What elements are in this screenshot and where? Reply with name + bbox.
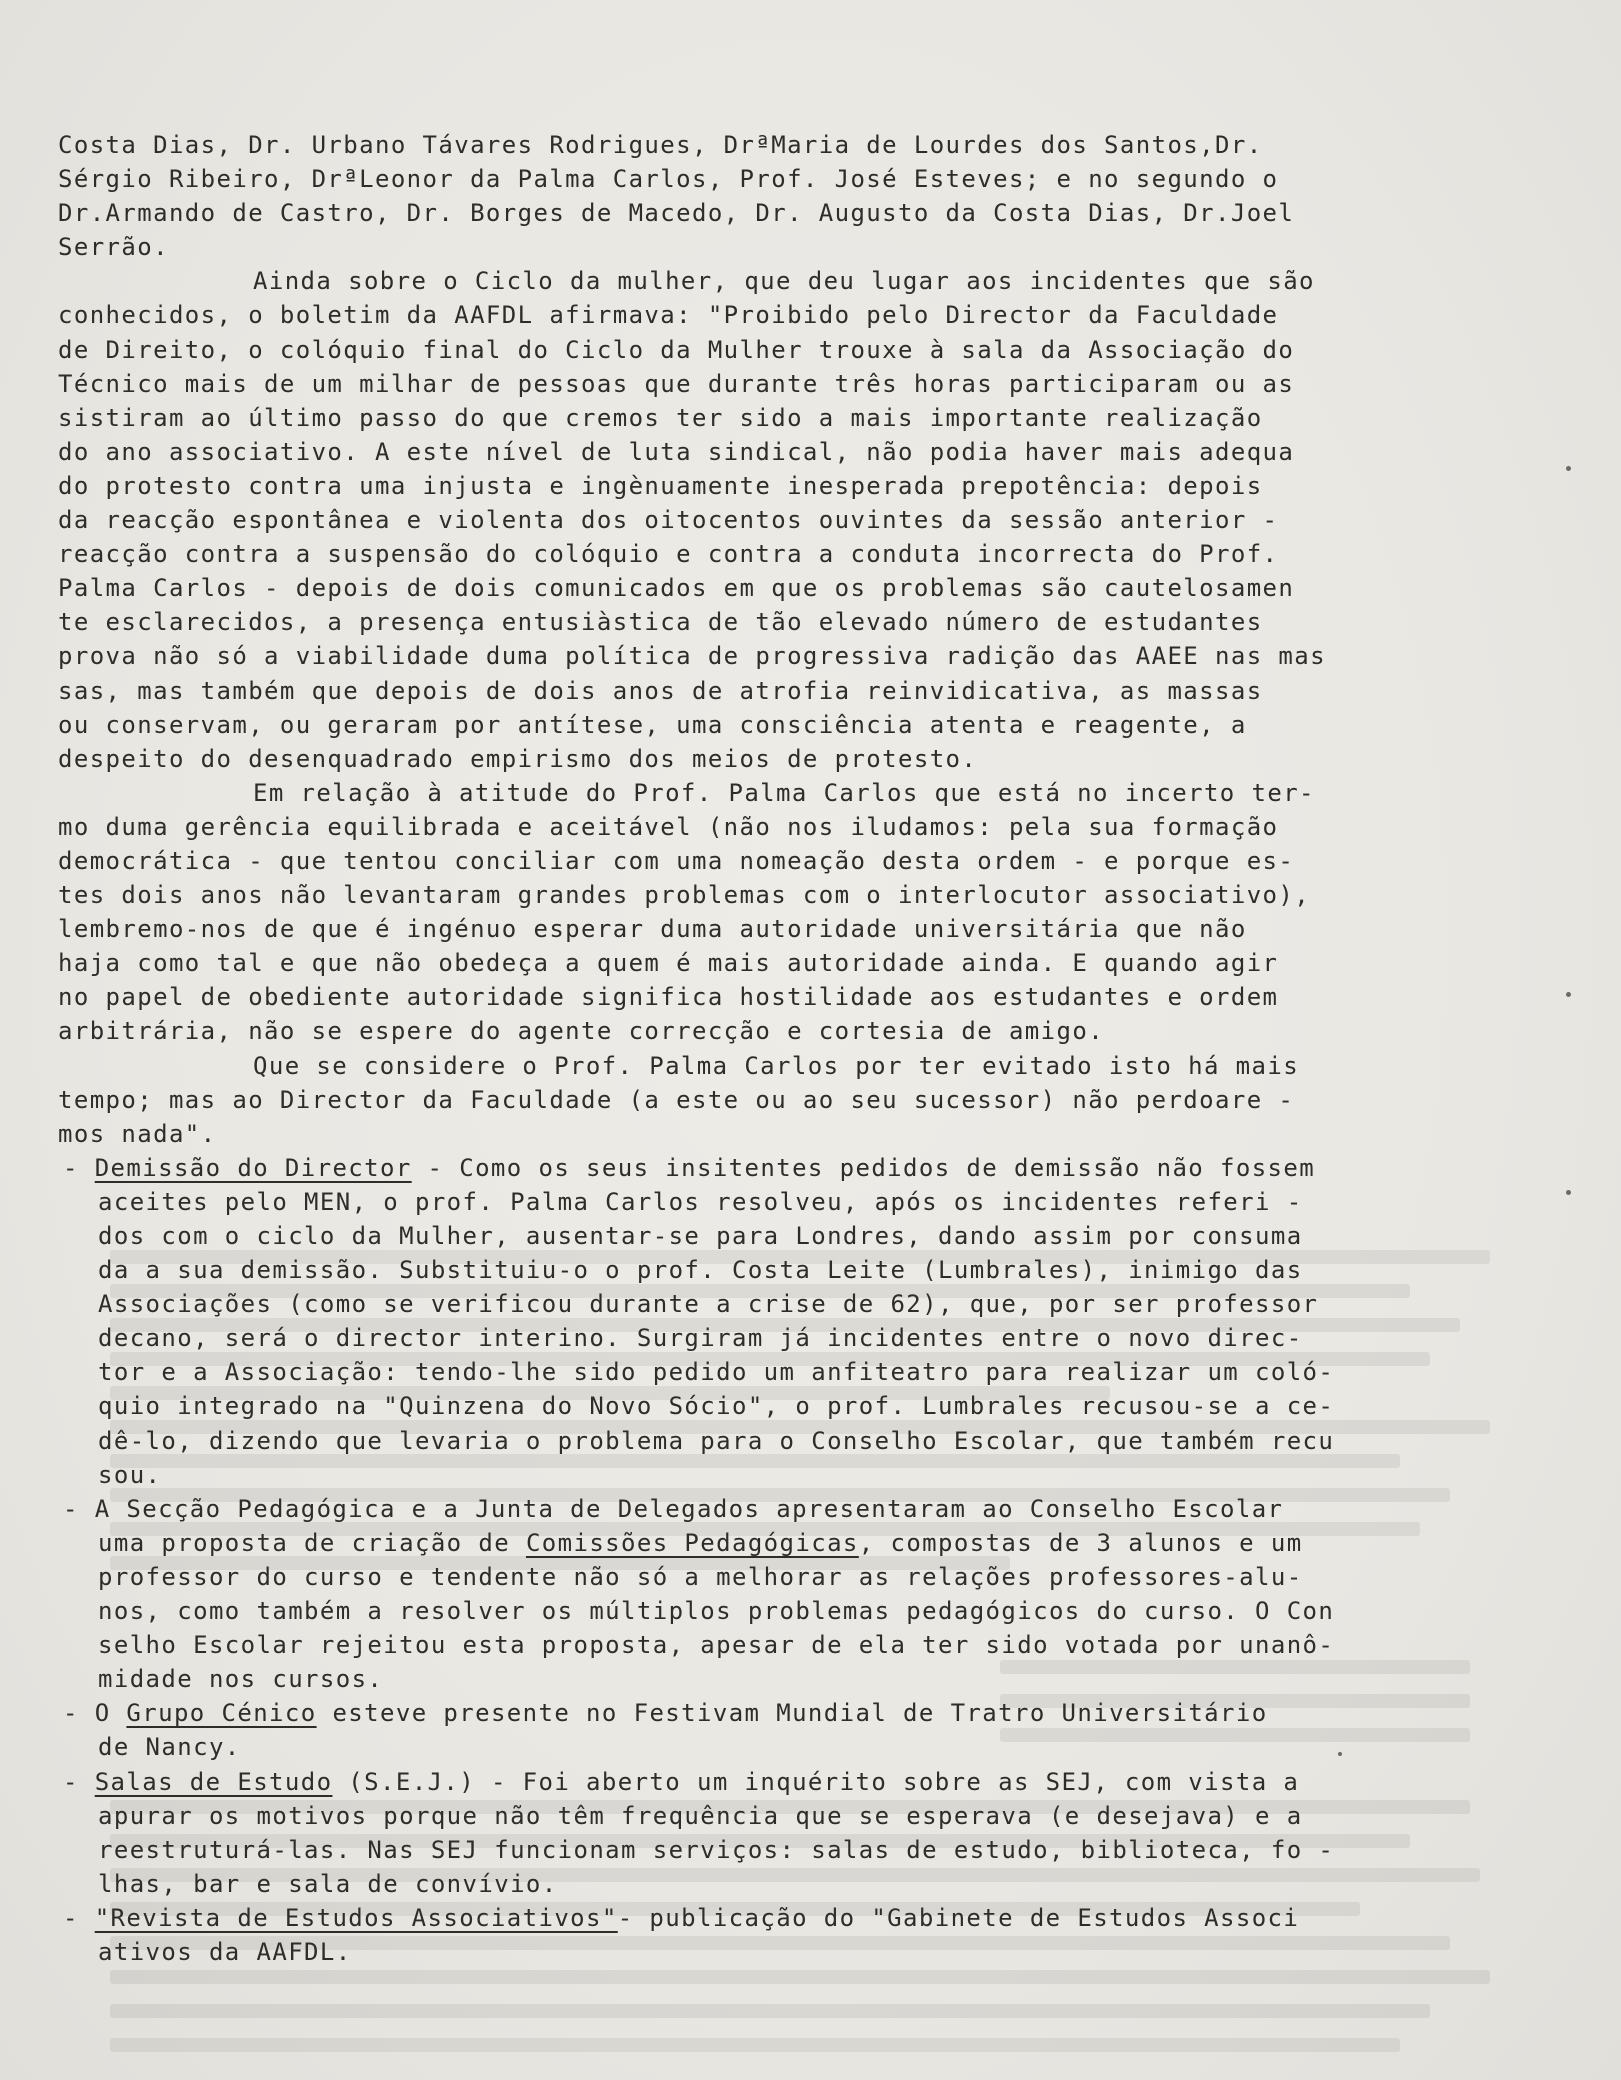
text-line: professor do curso e tendente não só a melhorar as relações professores-alu- xyxy=(98,1562,1303,1591)
text-line: de Direito, o colóquio final do Ciclo da Mulher trouxe à sala da Associação do xyxy=(58,335,1295,364)
text-line: Dr.Armando de Castro, Dr. Borges de Macedo, Dr. Augusto da Costa Dias, Dr.Joel xyxy=(58,199,1295,228)
text-line: nos, como também a resolver os múltiplos problemas pedagógicos do curso. O Con xyxy=(98,1597,1335,1626)
bullet-salas-de-estudo: - Salas de Estudo (S.E.J.) - Foi aberto um inquérito sobre as SEJ, com vista a xyxy=(63,1767,1300,1796)
text-line: Associações (como se verificou durante a crise de 62), que, por ser professor xyxy=(98,1290,1319,1319)
text-line: midade nos cursos. xyxy=(98,1665,384,1694)
text-line: ou conservam, ou geraram por antítese, uma consciência atenta e reagente, a xyxy=(58,710,1247,739)
scan-speck xyxy=(1566,992,1571,997)
text-line: Técnico mais de um milhar de pessoas que durante três horas participaram ou as xyxy=(58,369,1295,398)
paragraph-start-line: Ainda sobre o Ciclo da mulher, que deu lugar aos incidentes que são xyxy=(253,267,1315,296)
text-line: sistiram ao último passo do que cremos ter sido a mais importante realização xyxy=(58,403,1263,432)
underlined-heading: Salas de Estudo xyxy=(94,1767,333,1796)
underlined-heading: Comissões Pedagógicas xyxy=(525,1528,859,1557)
text-line: Sérgio Ribeiro, DrªLeonor da Palma Carlos, Prof. José Esteves; e no segundo o xyxy=(58,165,1279,194)
paragraph-start-line: Em relação à atitude do Prof. Palma Carlos que está no incerto ter- xyxy=(253,778,1315,807)
bullet-revista-estudos: - "Revista de Estudos Associativos"- publicação do "Gabinete de Estudos Associ xyxy=(63,1903,1300,1932)
text-line: despeito do desenquadrado empirismo dos meios de protesto. xyxy=(58,744,978,773)
bullet-grupo-cenico: - O Grupo Cénico esteve presente no Festivam Mundial de Tratro Universitário xyxy=(63,1699,1268,1728)
text-line: sas, mas também que depois de dois anos de atrofia reinvidicativa, as massas xyxy=(58,676,1263,705)
document-body xyxy=(58,128,1498,1969)
text-line: ativos da AAFDL. xyxy=(98,1937,352,1966)
text-line: de Nancy. xyxy=(98,1733,241,1762)
underlined-heading: Demissão do Director xyxy=(94,1153,412,1182)
scan-speck xyxy=(1566,466,1571,471)
text-line: reestruturá-las. Nas SEJ funcionam serviços: salas de estudo, biblioteca, fo - xyxy=(98,1835,1335,1864)
underlined-heading: "Revista de Estudos Associativos" xyxy=(94,1903,618,1932)
text-line: lhas, bar e sala de convívio. xyxy=(98,1869,558,1898)
text-line: arbitrária, não se espere do agente correcção e cortesia de amigo. xyxy=(58,1017,1105,1046)
text-line: da reacção espontânea e violenta dos oitocentos ouvintes da sessão anterior - xyxy=(58,506,1279,535)
text-line: da a sua demissão. Substituiu-o o prof. Costa Leite (Lumbrales), inimigo das xyxy=(98,1256,1303,1285)
text-line: aceites pelo MEN, o prof. Palma Carlos resolveu, após os incidentes referi - xyxy=(98,1187,1303,1216)
text-line: Serrão. xyxy=(58,233,169,262)
text-line: te esclarecidos, a presença entusiàstica de tão elevado número de estudantes xyxy=(58,608,1263,637)
text-line: reacção contra a suspensão do colóquio e contra a conduta incorrecta do Prof. xyxy=(58,540,1279,569)
text-line: haja como tal e que não obedeça a quem é mais autoridade ainda. E quando agir xyxy=(58,949,1279,978)
text-line: apurar os motivos porque não têm frequência que se esperava (e desejava) e a xyxy=(98,1801,1303,1830)
text-line: do ano associativo. A este nível de luta sindical, não podia haver mais adequa xyxy=(58,437,1295,466)
text-line: conhecidos, o boletim da AAFDL afirmava: "Proibido pelo Director da Faculdade xyxy=(58,301,1279,330)
text-line: mo duma gerência equilibrada e aceitável (não nos iludamos: pela sua formação xyxy=(58,812,1279,841)
text-line: dê-lo, dizendo que levaria o problema para o Conselho Escolar, que também recu xyxy=(98,1426,1335,1455)
text-line: decano, será o director interino. Surgiram já incidentes entre o novo direc- xyxy=(98,1324,1303,1353)
text-line: no papel de obediente autoridade significa hostilidade aos estudantes e ordem xyxy=(58,983,1279,1012)
text-line: dos com o ciclo da Mulher, ausentar-se para Londres, dando assim por consuma xyxy=(98,1222,1303,1250)
paragraph-start-line: Que se considere o Prof. Palma Carlos por ter evitado isto há mais xyxy=(253,1051,1300,1080)
text-line: tor e a Associação: tendo-lhe sido pedido um anfiteatro para realizar um coló- xyxy=(98,1358,1335,1387)
underlined-heading: Grupo Cénico xyxy=(126,1699,317,1728)
text-line: do protesto contra uma injusta e ingènuamente inesperada prepotência: depois xyxy=(58,471,1263,500)
scan-speck xyxy=(1566,1190,1571,1195)
text-line: selho Escolar rejeitou esta proposta, apesar de ela ter sido votada por unanô- xyxy=(98,1631,1335,1660)
text-line: quio integrado na "Quinzena do Novo Sócio", o prof. Lumbrales recusou-se a ce- xyxy=(98,1392,1335,1421)
text-line: mos nada". xyxy=(58,1119,217,1148)
text-line: Palma Carlos - depois de dois comunicados em que os problemas são cautelosamen xyxy=(58,574,1295,603)
bullet-demissao-director: - Demissão do Director - Como os seus insitentes pedidos de demissão não fossem xyxy=(63,1153,1316,1182)
text-line: prova não só a viabilidade duma política de progressiva radição das AAEE nas mas xyxy=(58,642,1326,671)
text-line: sou. xyxy=(98,1460,162,1489)
text-line: tempo; mas ao Director da Faculdade (a este ou ao seu sucessor) não perdoare - xyxy=(58,1085,1295,1114)
text-line: lembremo-nos de que é ingénuo esperar duma autoridade universitária que não xyxy=(58,915,1247,944)
text-line: Costa Dias, Dr. Urbano Távares Rodrigues, DrªMaria de Lourdes dos Santos,Dr. xyxy=(58,131,1263,159)
text-line: uma proposta de criação de Comissões Pedagógicas, compostas de 3 alunos e um xyxy=(98,1528,1303,1557)
text-line: democrática - que tentou conciliar com uma nomeação desta ordem - e porque es- xyxy=(58,846,1295,875)
text-line: tes dois anos não levantaram grandes problemas com o interlocutor associativo), xyxy=(58,881,1311,910)
bullet-seccao-pedagogica: - A Secção Pedagógica e a Junta de Delegados apresentaram ao Conselho Escolar xyxy=(63,1494,1284,1523)
